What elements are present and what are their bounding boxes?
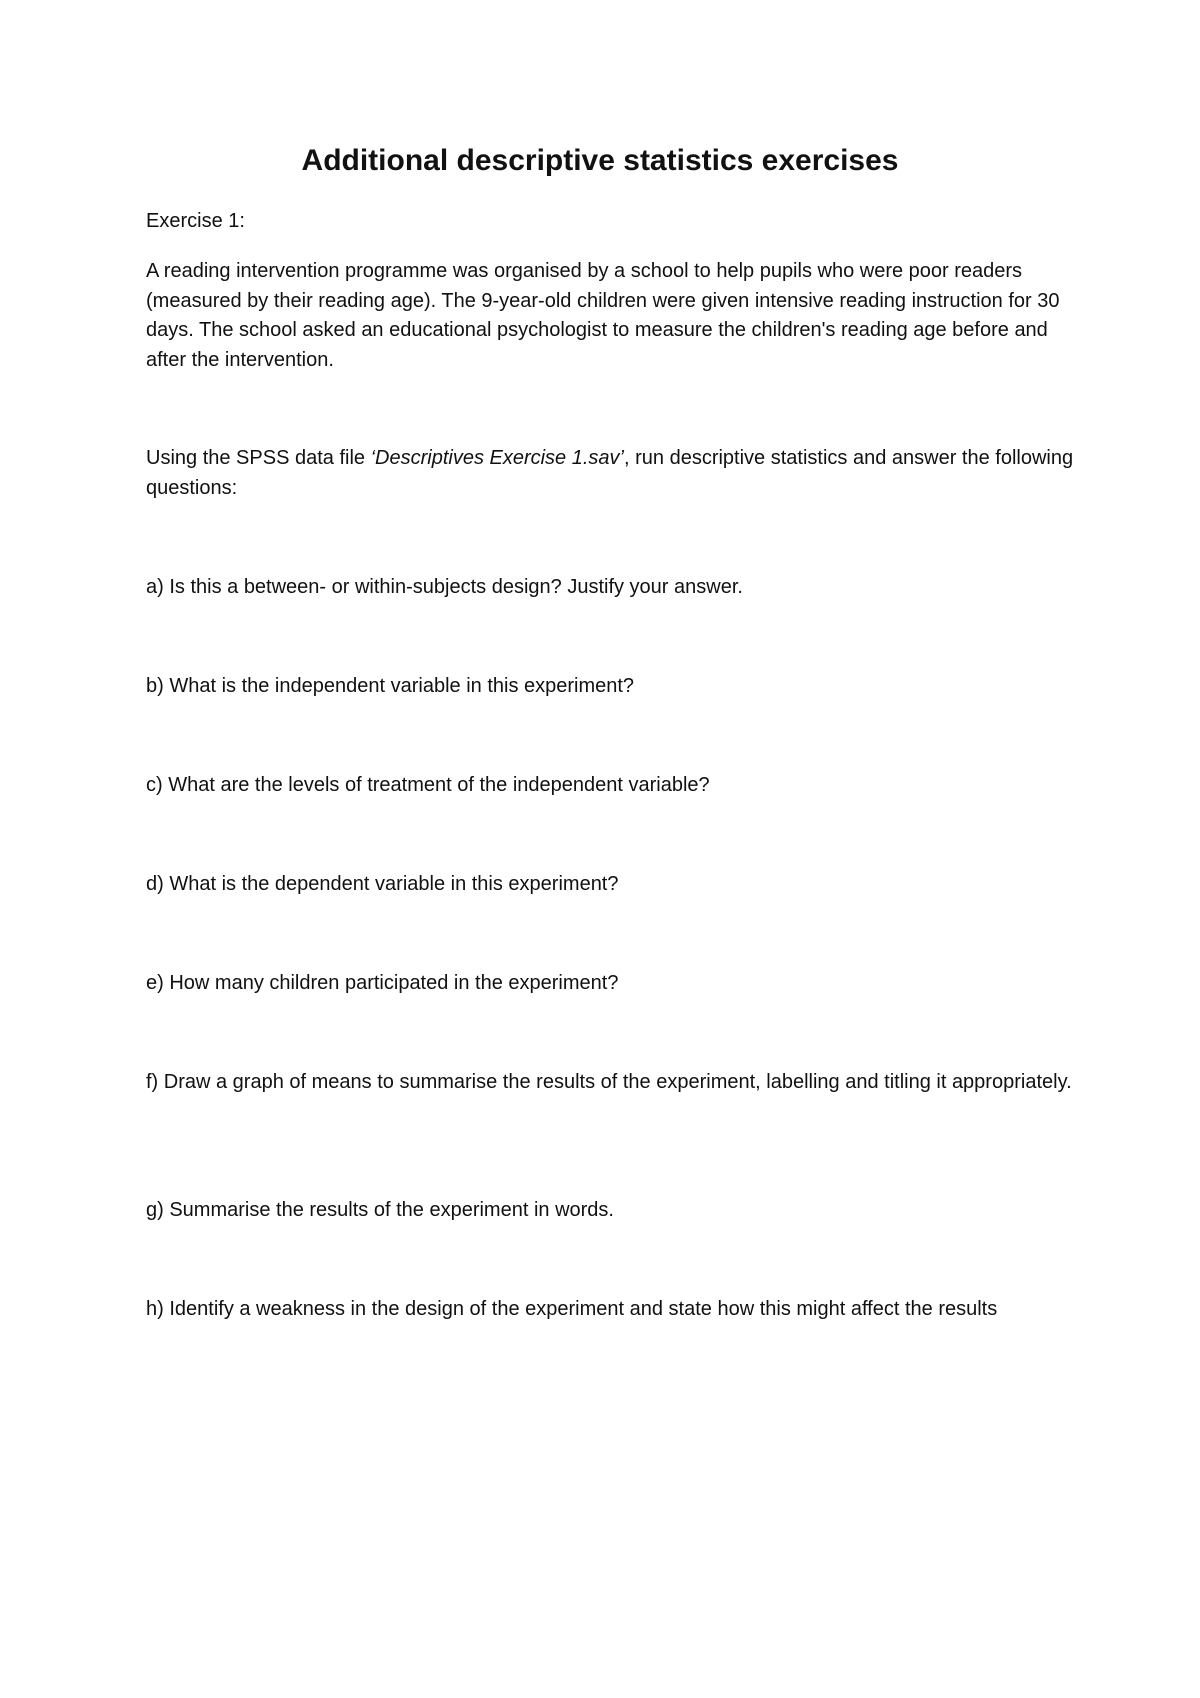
instruction-text-before: Using the SPSS data file: [146, 447, 371, 469]
question-h: h) Identify a weakness in the design of the experiment and state how this might affect the results: [146, 1298, 998, 1320]
question-b: b) What is the independent variable in this experiment?: [146, 675, 635, 697]
question-a: a) Is this a between- or within-subjects design? Justify your answer.: [146, 576, 743, 598]
question-d: d) What is the dependent variable in this experiment?: [146, 873, 619, 895]
instruction-paragraph: [146, 444, 1076, 503]
data-file-name: ‘Descriptives Exercise 1.sav’: [370, 447, 624, 469]
exercise-label: Exercise 1:: [146, 210, 245, 232]
instruction-text-after: , run descriptive statistics and answer the following questions:: [146, 447, 1074, 499]
intro-paragraph: A reading intervention programme was organised by a school to help pupils who were poor readers (measured by their reading age). The 9-year-old children were given intensive reading instruction for 30 days. The school asked an educational psychologist to measure the children's reading age before and after the intervention.: [146, 260, 1060, 371]
document-title: Additional descriptive statistics exercises: [301, 144, 899, 177]
question-c: c) What are the levels of treatment of the independent variable?: [146, 774, 710, 796]
question-f: f) Draw a graph of means to summarise the results of the experiment, labelling and titling it appropriately.: [146, 1071, 1072, 1093]
question-g: g) Summarise the results of the experiment in words.: [146, 1199, 614, 1221]
question-e: e) How many children participated in the experiment?: [146, 972, 619, 994]
